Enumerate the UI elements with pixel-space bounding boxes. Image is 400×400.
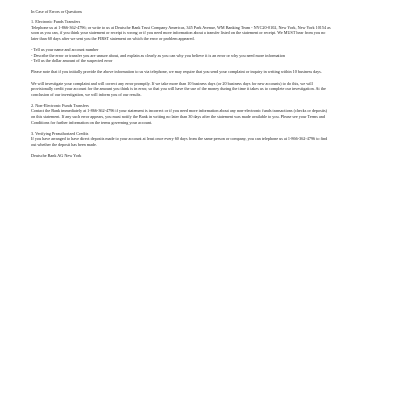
document-body [31, 9, 331, 163]
section-title: 1. Electronic Funds Transfers [31, 18, 81, 24]
bullet-item: - Tell us your name and account number [31, 46, 99, 52]
section-title: 2. Non-Electronic Funds Transfers [31, 102, 89, 108]
document-heading: In Case of Errors or Questions [31, 9, 83, 14]
section-paragraph: Contact the Bank immediately at 1-866-362-4796 if your statement is incorrect or if you need more information about any non-electronic funds transactions (checks or deposits) on this statement. If any such error appears, you must notify the Bank in writing no later than 30 days after the statement was made available to you. Please see your Terms and Conditions for further information on the terms governing your account. [31, 108, 328, 125]
section-non-electronic-funds-transfers [31, 103, 331, 125]
section-electronic-funds-transfers [31, 19, 331, 97]
section-paragraph: We will investigate your complaint and will correct any error promptly. If we take more than 10 business days (or 20 business days for new accounts) to do this, we will provisionally credit your account for the amount you think is in error, so that you will have the use of the money during the time it takes us to complete our investigation. At the conclusion of our investigation, we will inform you of our results. [31, 80, 326, 97]
section-paragraph: If you have arranged to have direct deposits made to your account at least once every 60 days from the same person or company, you can telephone us at 1-866-362-4796 to find out whether the deposit has been made. [31, 136, 328, 148]
section-title: 3. Verifying Preauthorized Credits [31, 130, 89, 136]
section-paragraph: Telephone us at 1-866-362-4796; or write to us at Deutsche Bank Trust Company Americas, 345 Park Avenue, WM Banking Team - NYC20-0102, New York, New York 10154 as soon as you can, if you think your statement or receipt is wrong or if you need more information about a transfer listed on the statement or receipt. We MUST hear from you no later than 60 days after we sent you the FIRST statement on which the error or problem appeared. [31, 24, 331, 41]
bullet-item: - Tell us the dollar amount of the suspected error [31, 58, 113, 64]
section-paragraph: Please note that if you initially provide the above information to us via telephone, we may require that you send your complaint or inquiry in writing within 10 business days. [31, 69, 322, 75]
section-verifying-preauthorized-credits [31, 131, 331, 148]
document-footer: Deutsche Bank AG New York [31, 153, 82, 159]
bullet-item: - Describe the error or transfer you are unsure about, and explain as clearly as you can why you believe it is an error or why you need more information [31, 52, 285, 58]
bullet-list [31, 47, 331, 64]
